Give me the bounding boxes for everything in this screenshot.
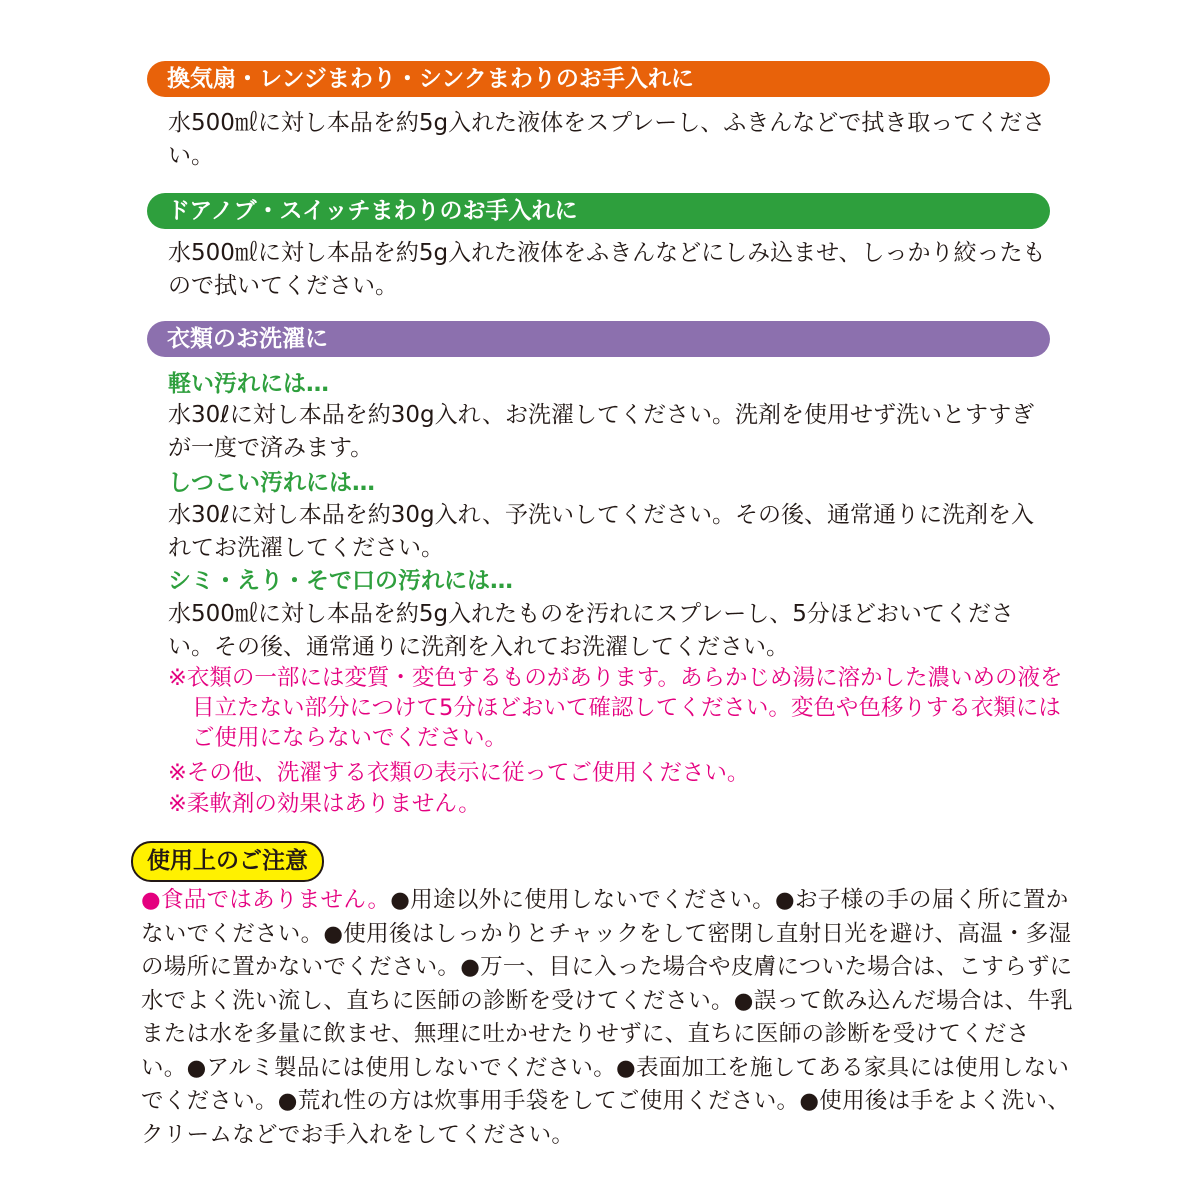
laundry-note: ※衣類の一部には変質・変色するものがあります。あらかじめ湯に溶かした濃いめの液を目立たない部分につけて5分ほどおいて確認してください。変色や色移りする衣類にはご使用にならないでください。 xyxy=(168,665,1063,751)
laundry-note: ※柔軟剤の効果はありません。 xyxy=(168,791,481,817)
spot-stain-instructions: 水500㎖に対し本品を約5g入れたものを汚れにスプレーし、5分ほどおいてください。その後、通常通りに洗剤を入れてお洗濯してください。 xyxy=(168,601,1014,660)
caution-title: 使用上のご注意 xyxy=(131,841,324,882)
caution-items: ●用途以外に使用しないでください。●お子様の手の届く所に置かないでください。●使用後はしっかりとチャックをして密閉し直射日光を避け、高温・多湿の場所に置かないでください。●万一、目に入った場合や皮膚についた場合は、こすらずに水でよく洗い流し、直ちに医師の診断を受けてください。●誤って飲み込んだ場合は、牛乳または水を多量に飲ませ、無理に吐かせたりせずに、直ちに医師の診断を受けてください。●アルミ製品には使用しないでください。●表面加工を施してある家具には使用しないでください。●荒れ性の方は炊事用手袋をしてご使用ください。●使用後は手をよく洗い、クリームなどでお手入れをしてください。 xyxy=(141,887,1073,1148)
spot-stain-heading: シミ・えり・そで口の汚れには… xyxy=(168,568,513,594)
section-title-doorknob: ドアノブ・スイッチまわりのお手入れに xyxy=(147,193,1050,229)
section-title-kitchen: 換気扇・レンジまわり・シンクまわりのお手入れに xyxy=(147,61,1050,97)
caution-first-item: ●食品ではありません。 xyxy=(141,887,391,913)
doorknob-instructions: 水500㎖に対し本品を約5g入れた液体をふきんなどにしみ込ませ、しっかり絞ったもので拭いてください。 xyxy=(168,240,1046,299)
light-stain-instructions: 水30ℓに対し本品を約30g入れ、お洗濯してください。洗剤を使用せず洗いとすすぎが一度で済みます。 xyxy=(168,402,1035,461)
laundry-note: ※その他、洗濯する衣類の表示に従ってご使用ください。 xyxy=(168,760,750,786)
stubborn-stain-instructions: 水30ℓに対し本品を約30g入れ、予洗いしてください。その後、通常通りに洗剤を入れてお洗濯してください。 xyxy=(168,502,1035,561)
caution-text xyxy=(141,884,1073,1152)
kitchen-instructions: 水500㎖に対し本品を約5g入れた液体をスプレーし、ふきんなどで拭き取ってください。 xyxy=(168,110,1046,169)
stubborn-stain-heading: しつこい汚れには… xyxy=(168,470,375,496)
light-stain-heading: 軽い汚れには… xyxy=(168,371,329,397)
section-title-laundry: 衣類のお洗濯に xyxy=(147,321,1050,357)
